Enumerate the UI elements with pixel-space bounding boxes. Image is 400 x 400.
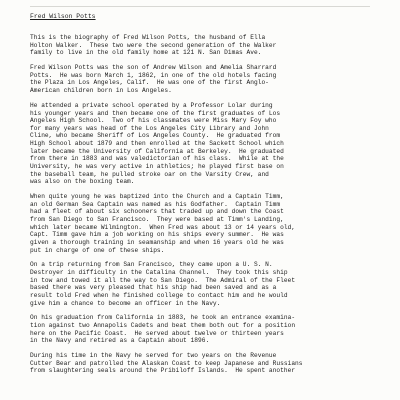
text-line: in tow and towed it all the way to San Diego. The Admiral of the Fleet xyxy=(30,276,296,284)
text-line: He attended a private school operated by a Professor Lolar during xyxy=(30,101,273,109)
paragraph-navy xyxy=(30,314,375,345)
text-line: result told Fred when he finished college to contact him and he would xyxy=(30,291,288,299)
text-line: give him a chance to become an officer in the Navy. xyxy=(30,299,221,307)
text-line: Potts. He was born March 1, 1862, in one of the old hotels facing xyxy=(30,71,277,79)
text-line: Holton Walker. These two were the second generation of the Walker xyxy=(30,41,277,49)
text-line: had a fleet of about six schooners that traded up and down the Coast xyxy=(30,208,284,216)
text-line: tion against two Annapolis Cadets and beat them both out for a position xyxy=(30,322,296,330)
text-line: University, he was very active in athletics; he played first base on xyxy=(30,162,284,170)
document-body xyxy=(30,13,375,382)
document-title: Fred Wilson Potts xyxy=(30,13,96,20)
text-line: based there was very pleased that his ship had been saved and as a xyxy=(30,284,277,292)
text-line: for many years was head of the Los Angeles City Library and John xyxy=(30,124,269,132)
text-line: from slaughtering seals around the Pribiloff Islands. He spent another xyxy=(30,367,296,375)
text-line: When quite young he was baptized into the Church and a Captain Timm, xyxy=(30,193,284,201)
text-line: given a thorough training in seamanship and when 16 years old he was xyxy=(30,238,284,246)
paragraph-captain-timm xyxy=(30,193,375,254)
text-line: Cline, who became Sheriff of Los Angeles County. He graduated from xyxy=(30,132,281,140)
paragraph-intro xyxy=(30,34,375,57)
text-line: in the Navy and retired as a Captain about 1896. xyxy=(30,337,210,345)
text-line: On his graduation from California in 1883, he took an entrance examina- xyxy=(30,314,296,322)
paragraph-destroyer xyxy=(30,261,375,307)
text-line: Cutter Bear and patrolled the Alaskan Coast to keep Japanese and Russians xyxy=(30,359,303,367)
text-line: Destroyer in difficulty in the Catalina Channel. They took this ship xyxy=(30,269,288,277)
text-line: High School about 1879 and then enrolled at the Sackett School which xyxy=(30,140,284,148)
text-line: This is the biography of Fred Wilson Potts, the husband of Ella xyxy=(30,34,266,41)
text-line: family to live in the old family home at 121 N. San Dimas Ave. xyxy=(30,49,262,57)
text-line: an old German Sea Captain was named as his Godfather. Captain Timm xyxy=(30,200,281,208)
text-line: which later became Wilmington. When Fred was about 13 or 14 years old, xyxy=(30,223,296,231)
paragraph-education xyxy=(30,102,375,186)
text-line: from San Diego to San Francisco. They were based at Timm's Landing, xyxy=(30,216,284,224)
text-line: the baseball team, he pulled stroke oar on the Varsity Crew, and xyxy=(30,170,269,178)
text-line: his younger years and then became one of the first graduates of Los xyxy=(30,109,281,117)
text-line: On a trip returning from San Francisco, they came upon a U. S. N. xyxy=(30,261,273,269)
text-line: American children born in Los Angeles. xyxy=(30,87,172,95)
text-line: the Plaza in Los Angeles, Calif. He was one of the first Anglo- xyxy=(30,79,269,87)
text-line: Capt. Timm gave him a job working on his ships every summer. He was xyxy=(30,231,284,239)
text-line: here on the Pacific Coast. He served about twelve or thirteen years xyxy=(30,329,284,337)
text-line: Angeles High School. Two of his classmates were Miss Mary Foy who xyxy=(30,117,277,125)
text-line: from there in 1883 and was valedictorian of his class. While at the xyxy=(30,155,284,163)
text-line: later became the University of California at Berkeley. He graduated xyxy=(30,147,284,155)
text-line: put in charge of one of these ships. xyxy=(30,246,165,254)
text-line: During his time in the Navy he served for two years on the Revenue xyxy=(30,352,277,360)
text-line: was also on the boxing team. xyxy=(30,178,135,186)
text-line: Fred Wilson Potts was the son of Andrew Wilson and Amelia Sharrard xyxy=(30,64,277,72)
paragraph-revenue-cutter xyxy=(30,352,375,375)
top-divider xyxy=(30,6,370,7)
paragraph-birth xyxy=(30,64,375,95)
